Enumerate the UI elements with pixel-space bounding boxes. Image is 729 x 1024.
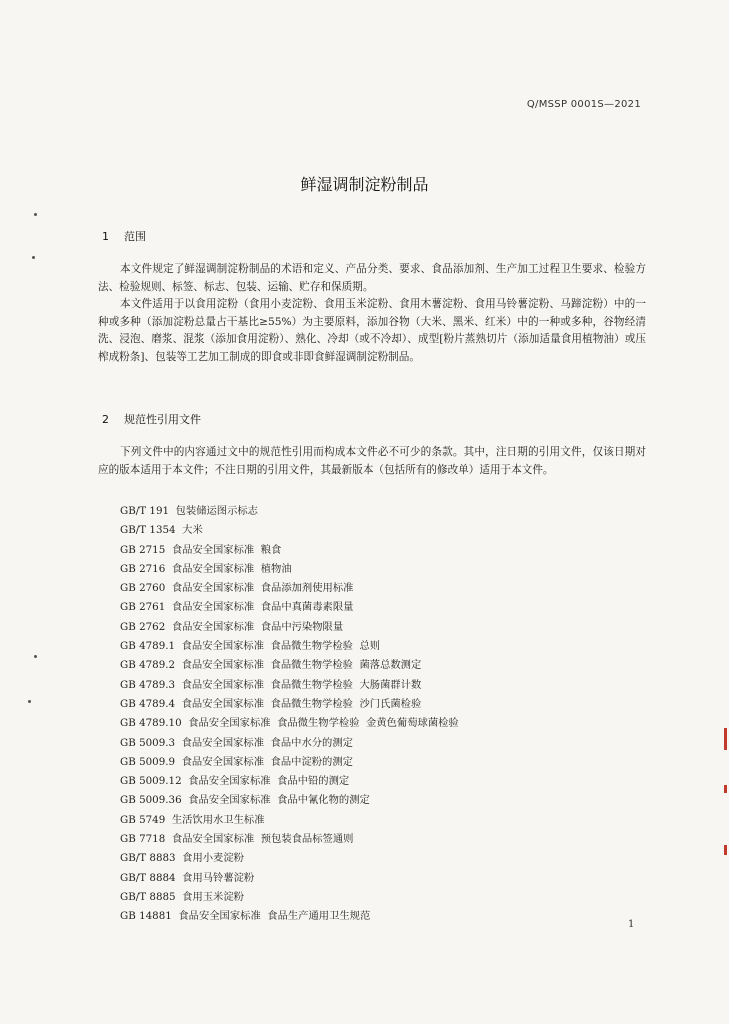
reference-item: GB/T 8884 食用马铃薯淀粉 [120,871,255,884]
reference-list [120,502,459,927]
reference-item: GB 4789.3 食品安全国家标准 食品微生物学检验 大肠菌群计数 [120,678,422,691]
reference-item: GB/T 1354 大米 [120,524,203,537]
section-1-number: 1 [102,230,109,243]
reference-item: GB 2716 食品安全国家标准 植物油 [120,562,292,575]
scan-speck [34,213,37,216]
reference-item: GB 4789.2 食品安全国家标准 食品微生物学检验 菌落总数测定 [120,659,422,672]
document-title: 鲜湿调制淀粉制品 [300,175,429,194]
reference-item: GB 7718 食品安全国家标准 预包装食品标签通则 [120,833,354,846]
reference-item: GB 5009.3 食品安全国家标准 食品中水分的测定 [120,736,353,749]
reference-item: GB 5009.36 食品安全国家标准 食品中氰化物的测定 [120,794,370,807]
reference-item: GB/T 8885 食用玉米淀粉 [120,890,244,903]
reference-item: GB 2715 食品安全国家标准 粮食 [120,543,282,556]
section-1-heading [102,228,146,244]
scan-edge-mark [724,845,727,855]
scan-edge-mark [724,728,727,750]
reference-item: GB 2760 食品安全国家标准 食品添加剂使用标准 [120,582,354,595]
reference-item: GB 2762 食品安全国家标准 食品中污染物限量 [120,620,344,633]
section-1-paragraph-1: 本文件规定了鲜湿调制淀粉制品的术语和定义、产品分类、要求、食品添加剂、生产加工过程卫生要求、检验方法、检验规则、标签、标志、包装、运输、贮存和保质期。 [98,263,646,293]
reference-item: GB 5009.12 食品安全国家标准 食品中铅的测定 [120,775,350,788]
scan-speck [34,655,37,658]
section-2-title: 规范性引用文件 [124,413,201,426]
section-2-intro: 下列文件中的内容通过文中的规范性引用而构成本文件必不可少的条款。其中，注日期的引用文件，仅该日期对应的版本适用于本文件；不注日期的引用文件，其最新版本（包括所有的修改单）适用于本文件。 [98,446,646,476]
document-code: Q/MSSP 0001S—2021 [526,99,641,110]
reference-item: GB 4789.10 食品安全国家标准 食品微生物学检验 金黄色葡萄球菌检验 [120,717,459,730]
section-1-title: 范围 [124,230,146,243]
reference-item: GB 4789.1 食品安全国家标准 食品微生物学检验 总则 [120,640,381,653]
scan-edge-mark [724,785,727,793]
reference-item: GB 4789.4 食品安全国家标准 食品微生物学检验 沙门氏菌检验 [120,697,422,710]
scan-speck [28,700,31,703]
reference-item: GB/T 191 包装储运图示标志 [120,505,258,517]
reference-item: GB 14881 食品安全国家标准 食品生产通用卫生规范 [120,910,371,923]
section-2-number: 2 [102,413,109,426]
reference-item: GB 5009.9 食品安全国家标准 食品中淀粉的测定 [120,755,353,768]
section-1-paragraph-2: 本文件适用于以食用淀粉（食用小麦淀粉、食用玉米淀粉、食用木薯淀粉、食用马铃薯淀粉、马蹄淀粉）中的一种或多种（添加淀粉总量占干基比≥55%）为主要原料，添加谷物（大米、黑米、红米）中的一种或多种，谷物经清洗、浸泡、磨浆、混浆（添加食用淀粉）、熟化、冷却（或不冷却）、成型[粉片蒸熟切片（添加适量食用植物油）或压榨成粉条]、包装等工艺加工制成的即食或非即食鲜湿调制淀粉制品。 [98,298,646,363]
reference-item: GB 5749 生活饮用水卫生标准 [120,813,265,826]
reference-item: GB 2761 食品安全国家标准 食品中真菌毒素限量 [120,601,354,614]
section-2-heading [102,411,201,427]
page-number: 1 [628,919,635,930]
reference-item: GB/T 8883 食用小麦淀粉 [120,852,244,865]
scan-speck [32,256,35,259]
